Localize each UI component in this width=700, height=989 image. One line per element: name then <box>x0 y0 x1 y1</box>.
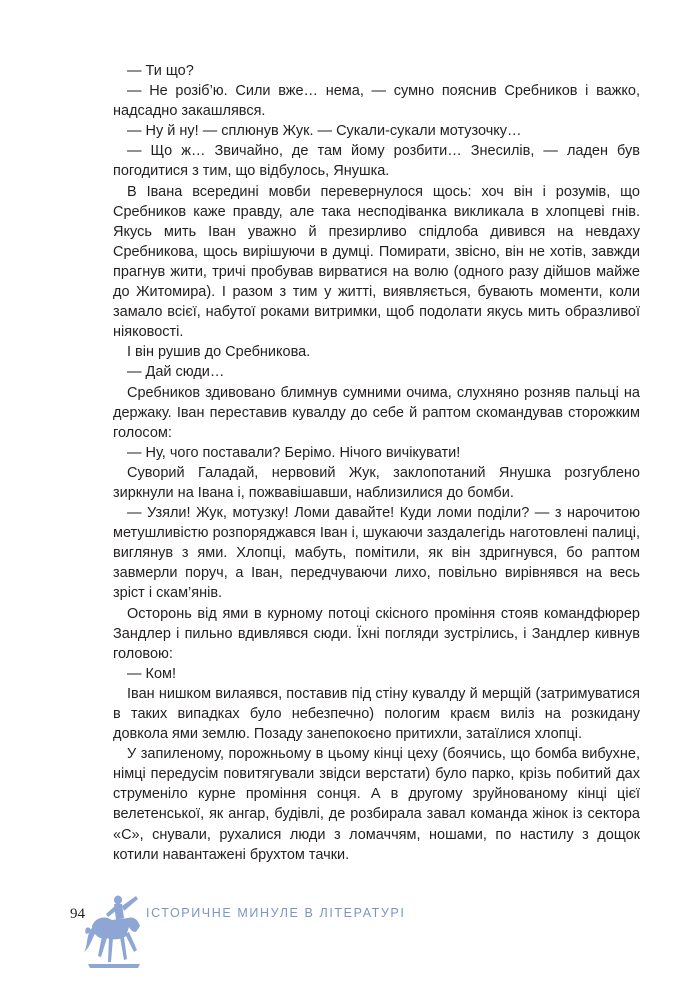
series-title: ІСТОРИЧНЕ МИНУЛЕ В ЛІТЕРАТУРІ <box>146 906 406 920</box>
paragraph: В Івана всередині мовби перевернулося щось: хоч він і розумів, що Сребников каже правду, але така несподіванка викликала в хлопцеві гнів. Якусь мить Іван уважно й презирливо спідлоба дивився на невдаху Сребникова, щось вирішуючи в думці. Помирати, звісно, він не хотів, завжди прагнув жити, тричі пробував вирватися на волю (одного разу дійшов майже до Житомира). І разом з тим у житті, виявляється, бувають моменти, коли замало всієї, набутої роками витримки, щоб подолати якусь мить образливої ніяковості. <box>113 183 640 341</box>
paragraph: — Не розіб’ю. Сили вже… нема, — сумно пояснив Сребников і важко, надсадно закашлявся. <box>113 83 640 120</box>
paragraph: Суворий Галадай, нервовий Жук, заклопотаний Янушка розгублено зиркнули на Івана і, пожвавішавши, наблизилися до бомби. <box>113 464 640 501</box>
paragraph: — Ну й ну! — сплюнув Жук. — Сукали-сукали мотузочку… <box>127 123 522 140</box>
horse-rider-icon <box>82 892 144 974</box>
paragraph: — Дай сюди… <box>127 364 225 381</box>
paragraph: — Ну, чого поставали? Берімо. Нічого вичікувати! <box>127 444 461 461</box>
paragraph: У запиленому, порожньому в цьому кінці цеху (боячись, що бомба вибухне, німці передусім повитягували звідси верстати) було парко, крізь побитий дах струменіло курне проміння сонця. А в другому зруйнованому кінці цієї велетенської, як ангар, будівлі, де розбирала завал команда жінок із сектора «С», снували, рухалися люди з ломаччям, ношами, по настилу з дощок котили навантажені брухтом тачки. <box>113 746 640 863</box>
paragraph: — Ти що? <box>127 63 194 79</box>
paragraph: — Узяли! Жук, мотузку! Ломи давайте! Куди ломи поділи? — з нарочитою метушливістю розпоряджався Іван і, шукаючи заздалегідь наготовлені палиці, виглянув з ями. Хлопці, мабуть, помітили, як він здригнувся, бо раптом завмерли поруч, а Іван, передчуваючи лихо, повільно вирівнявся на весь зріст і скам’янів. <box>113 505 640 602</box>
paragraph: Сребников здивовано блимнув сумними очима, слухняно розняв пальці на держаку. Іван переставив кувалду до себе й раптом скомандував сторожким голосом: <box>113 384 640 441</box>
page-footer <box>70 892 670 982</box>
paragraph: Іван нишком вилаявся, поставив під стіну кувалду й мерщій (затримуватися в таких випадках було небезпечно) пологим краєм виліз на розкидану довкола ями землю. Позаду занепокоєно притихли, затаїлися хлопці. <box>113 685 640 743</box>
body-text <box>113 61 640 865</box>
paragraph: І він рушив до Сребникова. <box>127 344 311 361</box>
paragraph: Осторонь від ями в курному потоці скісного проміння стояв командфюрер Зандлер і пильно вдивлявся сюди. Їхні погляди зустрілись, і Зандлер кивнув головою: <box>113 605 640 662</box>
paragraph: — Що ж… Звичайно, де там йому розбити… Знесилів, — ладен був погодитися з тим, що відбулось, Янушка. <box>113 143 640 180</box>
paragraph: — Ком! <box>127 665 177 682</box>
page-number: 94 <box>70 906 85 922</box>
